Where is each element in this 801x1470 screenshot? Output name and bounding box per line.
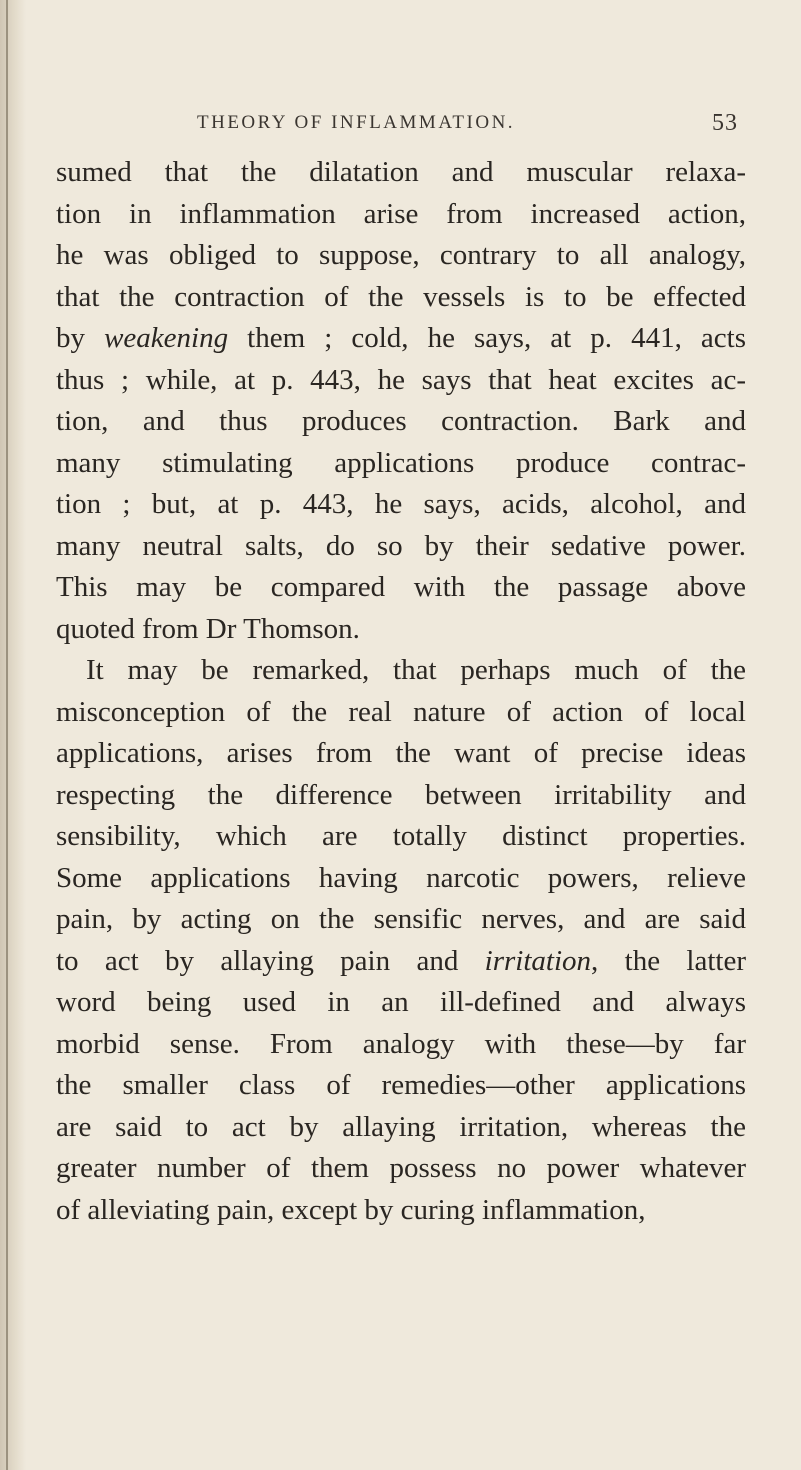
text-line <box>56 152 746 194</box>
text-line <box>56 194 746 236</box>
text-line <box>56 609 746 651</box>
text-line <box>56 360 746 402</box>
text-segment: many stimulating applications produce contrac- <box>56 446 746 479</box>
page-number: 53 <box>712 110 738 136</box>
text-segment: quoted from Dr Thomson. <box>56 612 360 645</box>
text-line <box>56 401 746 443</box>
text-line <box>56 526 746 568</box>
text-segment: thus ; while, at p. 443, he says that heat excites ac- <box>56 363 746 396</box>
text-line <box>56 650 746 692</box>
text-line <box>56 733 746 775</box>
page-header <box>0 112 801 142</box>
text-segment: It may be remarked, that perhaps much of the <box>86 654 746 686</box>
text-line <box>56 858 746 900</box>
text-line <box>56 567 746 609</box>
text-segment: tion in inflammation arise from increased action, <box>56 197 746 230</box>
text-segment: tion, and thus produces contraction. Bark and <box>56 405 746 437</box>
text-segment: are said to act by allaying irritation, whereas the <box>56 1110 746 1143</box>
text-line <box>56 775 746 817</box>
text-line <box>56 899 746 941</box>
text-line <box>56 484 746 526</box>
text-line <box>56 692 746 734</box>
text-segment: the smaller class of remedies—other applications <box>56 1069 746 1101</box>
binding-gutter <box>0 0 26 1470</box>
text-segment: greater number of them possess no power whatever <box>56 1152 746 1184</box>
paragraph <box>56 152 746 650</box>
italic-text: irritation <box>484 944 592 977</box>
text-segment: morbid sense. From analogy with these—by far <box>56 1027 746 1060</box>
italic-text: weakening <box>104 322 229 354</box>
text-line <box>56 443 746 485</box>
text-segment: word being used in an ill-defined and always <box>56 986 746 1018</box>
text-line <box>56 941 746 983</box>
text-line <box>56 982 746 1024</box>
text-segment: tion ; but, at p. 443, he says, acids, alcohol, and <box>56 488 746 520</box>
text-segment: misconception of the real nature of action of local <box>56 695 746 728</box>
text-line <box>56 235 746 277</box>
text-segment: respecting the difference between irritability and <box>56 778 746 811</box>
text-segment: many neutral salts, do so by their sedative power. <box>56 529 746 562</box>
text-line <box>56 1190 746 1232</box>
text-segment: Some applications having narcotic powers, relieve <box>56 861 746 894</box>
running-head: THEORY OF INFLAMMATION. <box>197 112 516 133</box>
text-segment: sensibility, which are totally distinct properties. <box>56 820 746 852</box>
text-line <box>56 816 746 858</box>
body-text <box>56 152 746 1231</box>
text-line <box>56 1024 746 1066</box>
paragraph <box>56 650 746 1231</box>
text-segment: applications, arises from the want of precise ideas <box>56 737 746 769</box>
text-line <box>56 277 746 319</box>
text-segment: This may be compared with the passage above <box>56 571 746 603</box>
text-segment: to act by allaying pain and <box>56 944 485 977</box>
text-segment: sumed that the dilatation and muscular relaxa- <box>56 156 746 188</box>
text-line <box>56 1065 746 1107</box>
text-segment: them ; cold, he says, at p. 441, acts <box>228 322 746 354</box>
text-line <box>56 1107 746 1149</box>
text-segment: , the latter <box>591 944 746 977</box>
text-segment: pain, by acting on the sensific nerves, and are said <box>56 903 746 935</box>
text-segment: he was obliged to suppose, contrary to all analogy, <box>56 239 746 271</box>
text-line <box>56 318 746 360</box>
binding-edge <box>6 0 8 1470</box>
text-segment: that the contraction of the vessels is to be effected <box>56 280 746 313</box>
text-segment: by <box>56 322 105 354</box>
text-segment: of alleviating pain, except by curing inflammation, <box>56 1193 646 1226</box>
text-line <box>56 1148 746 1190</box>
